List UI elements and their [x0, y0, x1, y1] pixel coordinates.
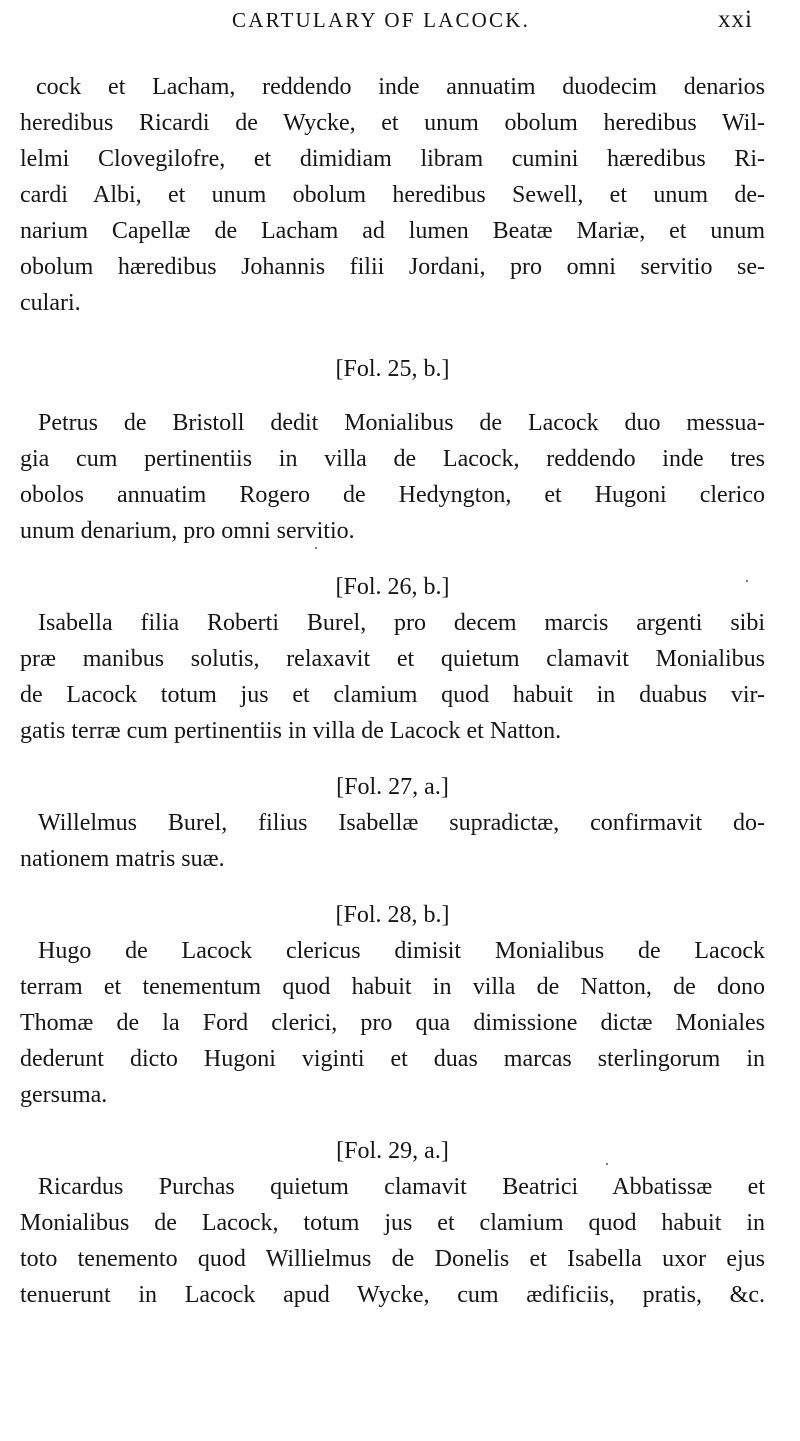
folio-heading: [Fol. 25, b.] — [335, 356, 450, 382]
text-line: heredibus Ricardi de Wycke, et unum obolum heredibus Wil- — [20, 110, 765, 136]
text-line: obolum hæredibus Johannis filii Jordani, pro omni servitio se- — [20, 254, 765, 280]
text-line: cock et Lacham, reddendo inde annuatim duodecim denarios — [36, 74, 765, 100]
text-line: dederunt dicto Hugoni viginti et duas marcas sterlingorum in — [20, 1046, 765, 1072]
text-line: terram et tenementum quod habuit in villa de Natton, de dono — [20, 974, 765, 1000]
body-text — [20, 69, 765, 1313]
text-line: lelmi Clovegilofre, et dimidiam libram cumini hæredibus Ri- — [20, 146, 765, 172]
running-head — [0, 6, 800, 40]
text-line: Petrus de Bristoll dedit Monialibus de Lacock duo messua- — [38, 410, 765, 436]
entry-fol-28b — [20, 897, 765, 1113]
text-line: præ manibus solutis, relaxavit et quietum clamavit Monialibus — [20, 646, 765, 672]
text-line: unum denarium, pro omni servitio. — [20, 518, 355, 544]
running-title: CARTULARY OF LACOCK. — [232, 8, 531, 32]
entry-fol-27a — [20, 769, 765, 877]
folio-heading: [Fol. 27, a.] — [336, 774, 449, 800]
entry-fol-29a — [20, 1133, 765, 1313]
text-line: gia cum pertinentiis in villa de Lacock, reddendo inde tres — [20, 446, 765, 472]
folio-heading: [Fol. 26, b.] — [335, 574, 450, 600]
text-line: Hugo de Lacock clericus dimisit Monialibus de Lacock — [38, 938, 765, 964]
text-line: gatis terræ cum pertinentiis in villa de Lacock et Natton. — [20, 718, 562, 744]
text-line: Monialibus de Lacock, totum jus et clamium quod habuit in — [20, 1210, 765, 1236]
entry-fol-26b — [20, 569, 765, 749]
print-speck — [315, 547, 317, 549]
entry-fol-25b — [20, 351, 765, 549]
text-line: obolos annuatim Rogero de Hedyngton, et Hugoni clerico — [20, 482, 765, 508]
text-line: Thomæ de la Ford clerici, pro qua dimissione dictæ Moniales — [20, 1010, 765, 1036]
continuation-paragraph — [20, 69, 765, 321]
print-speck — [746, 580, 748, 582]
text-line: Isabella filia Roberti Burel, pro decem marcis argenti sibi — [38, 610, 765, 636]
text-line: Ricardus Purchas quietum clamavit Beatrici Abbatissæ et — [38, 1174, 765, 1200]
folio-heading: [Fol. 29, a.] — [336, 1138, 449, 1164]
text-line: nationem matris suæ. — [20, 846, 225, 872]
page-number: xxi — [718, 6, 753, 33]
text-line: Willelmus Burel, filius Isabellæ supradictæ, confirmavit do- — [38, 810, 765, 836]
folio-heading: [Fol. 28, b.] — [335, 902, 450, 928]
text-line: toto tenemento quod Willielmus de Donelis et Isabella uxor ejus — [20, 1246, 765, 1272]
print-speck — [606, 1163, 608, 1165]
text-line: culari. — [20, 290, 81, 316]
text-line: de Lacock totum jus et clamium quod habuit in duabus vir- — [20, 682, 765, 708]
text-line: tenuerunt in Lacock apud Wycke, cum ædificiis, pratis, &c. — [20, 1282, 765, 1308]
text-line: cardi Albi, et unum obolum heredibus Sewell, et unum de- — [20, 182, 765, 208]
text-line: narium Capellæ de Lacham ad lumen Beatæ Mariæ, et unum — [20, 218, 765, 244]
text-line: gersuma. — [20, 1082, 108, 1108]
